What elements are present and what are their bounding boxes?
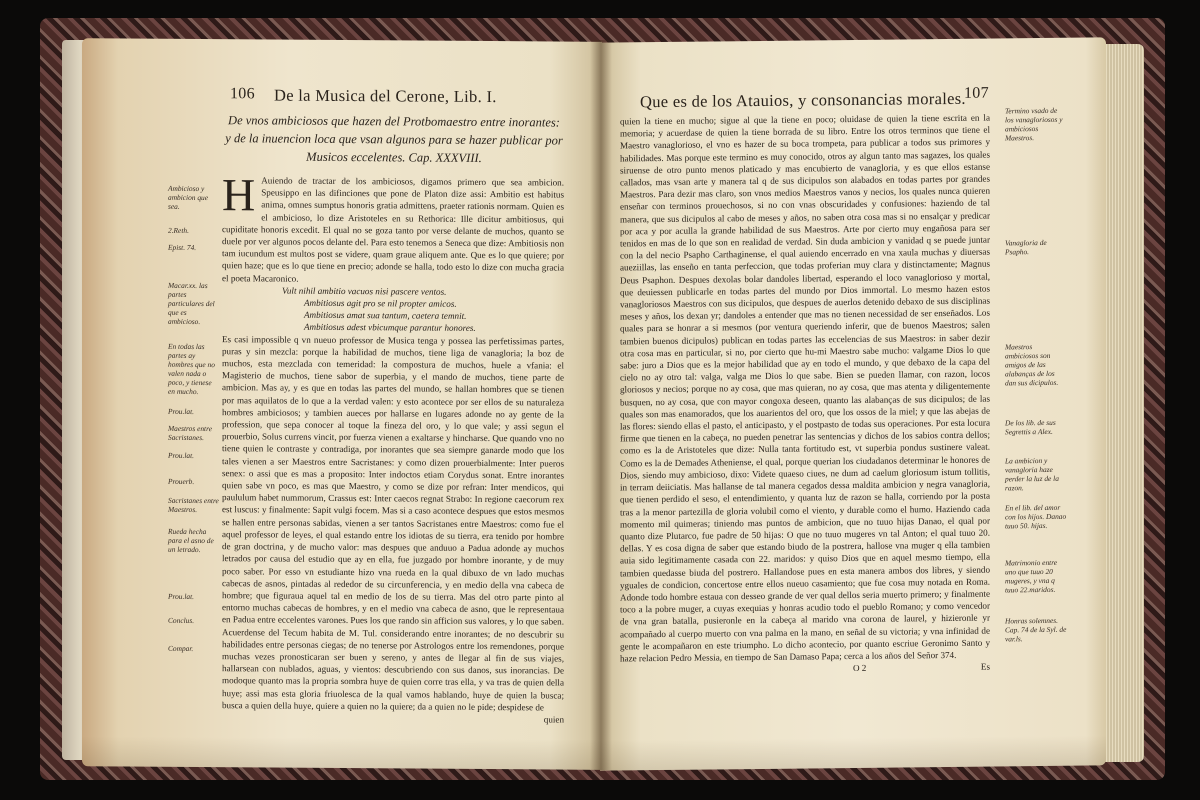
margin-note: Maestros ambiciosos son amigos de las alabanças de los dan sus dicipulos. <box>1005 342 1059 388</box>
margin-note: Prou.lat. <box>168 450 195 460</box>
margin-note: 2.Reth. <box>168 225 189 235</box>
left-paragraph-1: Auiendo de tractar de los ambiciosos, digamos primero que sea ambicion. Speusippo en las difinciones que pone de Platon dize assi: Ambitio est habitus anima, omnes sumptus honoris gratia admittens, praeter rationis normam. Quien es el ambicioso, lo dize Aristoteles en su Rethorica: Ille dicitur ambitiosus, qui cupiditate honoris excedit. El qual no se goza tanto por verse delante de muchos, quanto se duele por ver algunos pocos delante del. Para esto tenemos a Seneca que dize: Ambitiosis non tam iucundum est multos post se videre, quam graue aliquem ante. Que es lo que quiere; por quien haze; que es lo que tiene en precio; adonde se halla, todo esto lo dize con mucha gracia el poeta Macaronico. <box>222 175 564 284</box>
left-body-text <box>222 169 564 726</box>
margin-note: Prou.lat. <box>168 406 195 416</box>
left-page-number: 106 <box>230 85 255 103</box>
margin-note: Ambicioso y ambicion que sea. <box>168 183 209 211</box>
right-catchword: Es <box>980 661 990 672</box>
margin-note: Matrimonio entre uno que tuuo 20 mugeres, y vna q tuuo 22.maridos. <box>1005 557 1058 595</box>
margin-note: De los lib. de sus Segrettis a Alex. <box>1005 417 1056 437</box>
margin-note: La ambicion y vanagloria haze perder la luz de la razon. <box>1005 455 1059 493</box>
margin-note: Sacristanes entre Maestros. <box>168 495 219 514</box>
margin-note: Prou.lat. <box>168 591 195 601</box>
verse-line-1: Vult nihil ambitio vacuos nisi pascere ventos. <box>282 285 447 297</box>
right-page-stack <box>1100 44 1144 762</box>
right-body-text <box>620 112 990 677</box>
margin-note: Conclus. <box>168 615 195 625</box>
margin-note: Epist. 74. <box>168 242 197 252</box>
margin-note: Prouerb. <box>168 476 195 486</box>
margin-note: Honras solemnes. Cap. 74 de la Syl. de var.ls. <box>1005 615 1067 644</box>
page-shadow <box>600 735 1106 770</box>
margin-note: Vanagloria de Psapho. <box>1005 237 1047 257</box>
left-running-title: De la Musica del Cerone, Lib. I. <box>274 85 497 107</box>
right-page <box>600 37 1106 770</box>
margin-note: Maestros entre Sacristanes. <box>168 423 212 443</box>
page-shadow <box>82 736 602 770</box>
chapter-title: De vnos ambiciosos que hazen del Protbomaestro entre inorantes: y de la inuencion loca que vsan algunos para se hazer publicar por Musicos eccelentes. Cap. XXXVIII. <box>225 113 563 165</box>
margin-note: Compar. <box>168 643 194 653</box>
margin-note: Rueda hecha para el asno de un letrado. <box>168 526 214 555</box>
left-catchword: quien <box>543 714 564 725</box>
left-page <box>82 38 602 770</box>
verse-line-2: Ambitiosus agit pro se nil propter amicos. <box>304 297 457 309</box>
margin-note: En todas las partes ay hombres que no valen nada o poco, y tienese en mucho. <box>168 341 215 396</box>
margin-note: Termino vsado de los vanagloriosos y ambiciosos Maestros. <box>1005 105 1063 143</box>
verse-line-4: Ambitiosus adest vbicumque parantur honores. <box>304 322 476 334</box>
verse-line-3: Ambitiosus amat sua tantum, caetera temnit. <box>304 309 467 322</box>
signature-mark: O 2 <box>852 663 867 674</box>
margin-note: En el lib. del amor con los hijos. Danao tuuo 50. hijas. <box>1005 502 1067 531</box>
right-paragraph: quien la tiene en mucho; sigue al que la tiene en poco; oluidase de quien la tiene escrita en la memoria; y acuerdase de quien la tiene borrada de su libro. Entre los otros terminos que tiene el Maestro vanaglorioso, el vno es hazer de su boca trompeta, para publicar a todos sus primores y habilidades. Mas porque este termino es muy conocido, otros ay algun tanto mas sagazes, los quales siruense de otro punto menos platicado y mas encubierto de vanagloria, y es que ellos estanse callados, mas vsan arte y manera tal q de sus dicipulos son alabados en todas partes por grandes Maestros. Para dezir mas claro, son vnos medios Maestros vanos y necios, los quales nunca quieren enseñar con terminos prouechosos, si no con vnas obscuridades y confusiones: haziendo de tal manera, que sus dicipulos al cabo de meses y años, no saben otra cosa mas si no ensalçar y predicar por aca y por aculla la grande habilidad de sus Maestros. Arte por cierto muy engañosa para ser tenidos en mas de lo que son en realidad de verdad. Sin duda ambicion y vanidad q se puede juntar con la del necio Psapho Carthaginense, el qual auiendo encerrado en vna xaula muchas y diuersas aueziillas, las enseño en tanta perfeccion, que todas proferian muy clara y distinctamente; Magnus Deus Psaphon. Despues dexolas bolar dandoles libertad, esperando el loco vanaglorioso y mortal, que deuiessen publicarle en todas partes del mundo por Dios immortal. Lo mesmo hazen estos vanagloriosos Maestros con sus dicipulos, que despues de auerlos detenido debaxo de sus disciplinas meses y años, los dexan yr; dandoles a entender que mas no tienen necessidad de ser enseñados. Los quales para se honrar a si mesmos (por ventura queriendo inferir, que de buenos Maestros; salen tambien buenos dicipulos) publican en todas partes las eccelencias de sus Maestros: in saber dezir otra cosa mas en particular, si no, por cierto que hu-mi Maestro sabe mucho: valgame Dios lo que sabe: juro a Dios que es la mejor habilidad que ay en todo el mundo, y que debaxo de la capa del cielo no ay otro tal: valga, valga me Dios lo que sabe. Bien se pueden llamar, con razon, locos gloriosos y necios; porque no ay cosa, que mas quieran, no ay cosa, que mas atenta y diligentemente busquen, no ay cosa, que con mayor congoxa deseen, quanto las alabanças de sus dicipulos; de las quales son mas enamorados, que los auarientos del oro, que los ossos de la miel; y que las abejas de las flores: siendo ellas el pasto, el anticipasto, y el postpasto de todas sus operaciones. Por esta locura firme que tienen en la cabeça, no pueden penetrar las sentencias y dichos de los sabios contra dellos; como es la de Aristoteles que dize: Nulla tanta fortitudo est, vt superbia pondus sustinere valeat. Como es la de Demades Atheniense, el qual, porque querian los ciudadanos determinar le honores de Dios, siendo muy ambicioso, dixo: Videte quaeso ciues, ne dum ad caelum gloriosum istum tollitis, in terram deiiciatis. Mas hallanse de tal manera cegados dessa maldita ambicion y negra vanagloria, que tienen perdido el seso, el entendimiento, y quanta luz de razon se halla, corriendo por la posta tras a la menor partezilla de gloria volubil como el viento, y durable como el humo. Haziendo cada momento mil quimeras; tiniendo mas puntos de ambicion, que no tuuo hijas Danao, el qual por quanto dize Plutarco, fue padre de 50 hijas: O que no tuuo mugeres vn tal Anton; el qual tuuo 20. dellas. Y es cosa digna de saber que estando biudo de la postrera, hallose vna muger q ella tambien auia sido legitimamente casada con 22. maridos: y quiso Dios que en aquel mesmo tiempo, ella tambien quedasse biuda del postrero. Hallandose pues en esta manera ambos dos libres, y siendo yguales de condicion, concertose entre ellos nueuo casamiento; que fue cosa muy notada en Roma. Adonde todo hombre estaua con desseo grande de ver qual dellos seria muerto primero; y finalmente toco a la pobre muger, a cuyas exequias y honras acudio todo el pueblo Romano; y como vencedor de vna gran batalla, pusieronle en la cabeça al marido vna corona de laurel, y hizieronle yr acompañado al cuerpo muerto con vna palma en la mano, en señal de su victoria; y vna infinidad de gente le acompañaron en este triumpho. Lo dicho acontecio, por quanto escriue Geronimo Santo y haze relacion Pedro Messia, en tiempo de San Damaso Papa; cerca a los años del Señor 374. <box>620 112 990 664</box>
book-gutter <box>590 40 612 770</box>
margin-note: Macar.xx. las partes particulares del que es ambicioso. <box>168 280 215 327</box>
right-running-title: Que es de los Atauios, y consonancias morales. <box>640 88 966 112</box>
right-page-number: 107 <box>964 84 989 102</box>
drop-cap: H <box>222 169 256 221</box>
left-paragraph-2: Es casi impossible q vn nueuo professor de Musica tenga y possea las perfetissimas partes, puras y sin mezcla: porque la habilidad de muchos, tiene liga de vanagloria; la boz de muchos, esta mezclada con temeridad: la compostura de muchos, huele a vfania: el Magisterio de muchos, tiene sabor de superbia, y el mando de muchos, tiene parte de ambicion. Mas ay, y es que en todas las partes del mundo, se hallan hombres que se tienen por mas aquilatos de lo que a la verdad valen: y esto acontece por ser ellos de su naturaleza hombres ambiciosos; y tambien aueces por hallarse en lugares adonde no ay gente de la profession, que sepa conocer al toque la fineza del oro, y lo que vale; y assi segun el prouerbio, Solus currens vincit, por fuerza vienen a exaltarse y hincharse. Que quando vno no tiene quien le contraste y contradiga, por inorantes que sea siempre ganarde modo que los tales vienen a ser Maestros entre Sacristanes: y como dizen prouerbialmente: Inter pueros senex: o assi que es mas a proposito: Inter indoctos etiam Corydus sonat. Entre inorantes quien sabe vn poco, es mas que Maestro, y como se dize por refran: Inter mendicos, qui paululum habet nummorum, Crassus est: Inter caecos regnat Strabo: In regione caecorum rex est luscus: y finalmente: Sapit vulgi focem. Mas si a caso acontece despues que estos mesmos se hallen entre personas sabidas, vienen a ser tantos Sacristanes entre Maestros: como fue el aquel professor de leyes, el qual estando entre los idiotas de su tierra, era tenido por hombre de gran doctrina, y de mucho valor: mas despues que anduuo a Padua adonde ay muchos letrados por causa del estudio que ay en ella, fue juzgado por hombre inorante, y de muy poco saber. Por esso vn estudiante hizo vna rueda en la qual dibuxo de vn lado muchas cabecas de asnos, pintadas al rededor de su circunferencia, y en medio della vna cabeca de hombre; que figuraua aquel tal en medio de los de su tierra. Mas del otro parte pinto al entorno muchas cabecas de hombres, y en el medio vna cabeca de asno, que le representaua en Padua entre eccelentes varones. Pues los que rando sin afficion sus valores, y lo que saben. Acuerdense del Tecum habita de M. Tul. considerando entre inorantes; de no descubrir su habilidades entre personas ciegas; de no tenerse por Astrologos entre los remendones, porque muchas vezes pronosticaran ser buen y sereno, y antes de llegar al fin de sus viajes, hallarsean con nublados, aguas, y vientos: descubriendo con sus danos, sus inorancias. De modoque quanto mas la propria sombra huye de quien corre tras ella, y va tras de quien della huye; assi mas esta gloria friuolesca de la qual vamos hablando, huye de quien la busca; busca a quien della huye, quiere a quien no la quiere; da a quien no le pide; despidese de <box>222 333 564 713</box>
